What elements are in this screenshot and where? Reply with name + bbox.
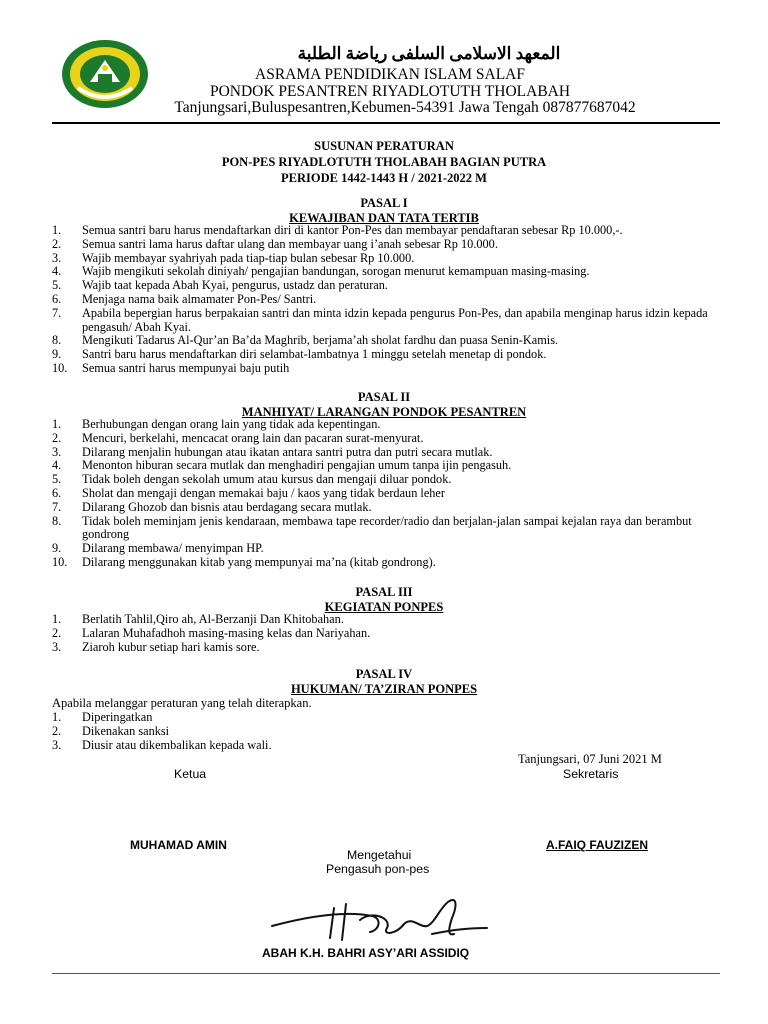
list-number: 3. (52, 639, 62, 654)
pasal-1-item (52, 362, 722, 376)
list-number: 2. (52, 625, 62, 640)
pasal-2-item (52, 432, 722, 446)
list-number: 1. (52, 710, 62, 724)
pasal-2-item (52, 459, 722, 473)
pasal-2-item (52, 473, 722, 487)
list-number: 7. (52, 305, 62, 320)
list-text: Menonton hiburan secara mutlak dan menghadiri pengajian umum tanpa ijin pengasuh. (82, 458, 512, 473)
list-text: Semua santri lama harus daftar ulang dan membayar uang i’anah sebesar Rp 10.000. (82, 236, 498, 251)
pasal-4-item (52, 725, 722, 739)
doc-title-line-3: PERIODE 1442-1443 H / 2021-2022 M (281, 171, 487, 185)
list-number: 6. (52, 291, 62, 306)
list-text: Dilarang membawa/ menyimpan HP. (82, 541, 264, 556)
list-number: 4. (52, 458, 62, 473)
pasal-2-item (52, 501, 722, 515)
list-text: Semua santri baru harus mendaftarkan diri di kantor Pon-Pes dan membayar pendaftaran sebesar Rp 10.000,-. (82, 223, 623, 237)
list-number: 1. (52, 417, 62, 431)
pasal-2-item (52, 542, 722, 556)
pasal-1-item (52, 307, 722, 335)
pasal-2-item (52, 487, 722, 501)
list-text: Wajib mengikuti sekolah diniyah/ pengajian bandungan, sorogan menurut kemampuan masing-masing. (82, 264, 590, 279)
pasal-4-intro: Apabila melanggar peraturan yang telah diterapkan. (52, 696, 312, 710)
list-text: Ziaroh kubur setiap hari kamis sore. (82, 639, 260, 654)
doc-title-line-1: SUSUNAN PERATURAN (314, 139, 454, 153)
list-number: 10. (52, 360, 68, 375)
pasal-3-heading: PASAL III (355, 585, 413, 599)
pasal-2-item (52, 418, 722, 432)
list-number: 10. (52, 554, 68, 569)
pasal-3-subheading: KEGIATAN PONPES (324, 600, 444, 614)
list-number: 3. (52, 444, 62, 459)
list-number: 8. (52, 333, 62, 348)
list-text: Berlatih Tahlil,Qiro ah, Al-Berzanji Dan Khitobahan. (82, 612, 344, 626)
list-number: 8. (52, 513, 62, 528)
pasal-2-item (52, 515, 722, 543)
pasal-1-item (52, 252, 722, 266)
list-text: Tidak boleh meminjam jenis kendaraan, membawa tape recorder/radio dan berjalan-jalan sampai kejalan raya dan berambut gondrong (82, 513, 692, 542)
list-text: Diperingatkan (82, 710, 153, 724)
list-number: 2. (52, 236, 62, 251)
pasal-1-item (52, 238, 722, 252)
list-text: Menjaga nama baik almamater Pon-Pes/ Santri. (82, 291, 317, 306)
list-text: Lalaran Muhafadhoh masing-masing kelas dan Nariyahan. (82, 625, 371, 640)
pasal-4-item (52, 739, 722, 753)
list-number: 3. (52, 737, 62, 752)
list-number: 9. (52, 347, 62, 362)
list-text: Dilarang Ghozob dan bisnis atau berdagang secara mutlak. (82, 499, 372, 514)
list-text: Wajib membayar syahriyah pada tiap-tiap bulan sebesar Rp 10.000. (82, 250, 415, 265)
caretaker-role: Pengasuh pon-pes (326, 862, 430, 876)
list-text: Tidak boleh dengan sekolah umum atau kursus dan mengaji diluar pondok. (82, 472, 452, 487)
pasal-4-subheading-wrap (0, 682, 768, 697)
pasal-4-heading: PASAL IV (355, 667, 413, 681)
pasal-4-list (52, 711, 722, 752)
header-line-2: PONDOK PESANTREN RIYADLOTUTH THOLABAH (209, 83, 571, 100)
pasal-4-item (52, 711, 722, 725)
list-number: 5. (52, 278, 62, 293)
list-text: Semua santri harus mempunyai baju putih (82, 360, 290, 375)
footer-divider (52, 973, 720, 974)
pasal-1-item (52, 279, 722, 293)
pasal-1-heading: PASAL I (360, 196, 408, 210)
secretary-name: A.FAIQ FAUZIZEN (546, 838, 648, 852)
list-number: 3. (52, 250, 62, 265)
chairman-name: MUHAMAD AMIN (130, 838, 227, 852)
list-text: Mencuri, berkelahi, mencacat orang lain dan pacaran surat-menyurat. (82, 430, 424, 445)
pasal-1-list (52, 224, 722, 376)
pasal-2-list (52, 418, 722, 570)
pasal-1-item (52, 224, 722, 238)
list-number: 2. (52, 723, 62, 738)
list-text: Berhubungan dengan orang lain yang tidak ada kepentingan. (82, 417, 381, 431)
pasal-2-item (52, 556, 722, 570)
list-text: Dilarang menjalin hubungan atau ikatan antara santri putra dan putri secara mutlak. (82, 444, 493, 459)
pasal-1-item (52, 265, 722, 279)
pasal-2-item (52, 446, 722, 460)
list-number: 1. (52, 223, 62, 237)
chairman-role: Ketua (174, 767, 207, 781)
list-text: Dikenakan sanksi (82, 723, 170, 738)
list-number: 4. (52, 264, 62, 279)
pasal-4-subheading: HUKUMAN/ TA’ZIRAN PONPES (290, 682, 478, 696)
pasal-1-item (52, 293, 722, 307)
list-text: Sholat dan mengaji dengan memakai baju / kaos yang tidak berdaun leher (82, 485, 445, 500)
arabic-institution-name: المعهد الاسلامى السلفى رياضة الطلبة (297, 44, 561, 63)
pasal-2-heading: PASAL II (357, 390, 411, 404)
pasal-3-item (52, 613, 722, 627)
pasal-1-subheading: KEWAJIBAN DAN TATA TERTIB (289, 211, 479, 225)
pasal-3-item (52, 641, 722, 655)
place-date: Tanjungsari, 07 Juni 2021 M (518, 752, 662, 766)
doc-title-line-2: PON-PES RIYADLOTUTH THOLABAH BAGIAN PUTRA (221, 155, 547, 169)
handwritten-signature (262, 888, 502, 948)
pasal-3-item (52, 627, 722, 641)
list-text: Dilarang menggunakan kitab yang mempunyai ma’na (kitab gondrong). (82, 554, 436, 569)
secretary-role: Sekretaris (563, 767, 619, 781)
list-number: 6. (52, 485, 62, 500)
list-number: 1. (52, 612, 62, 626)
header-divider (52, 122, 720, 124)
pasal-2-subheading: MANHIYAT/ LARANGAN PONDOK PESANTREN (241, 405, 527, 419)
list-number: 5. (52, 472, 62, 487)
header-address: Tanjungsari,Buluspesantren,Kebumen-54391 Jawa Tengah 087877687042 (174, 99, 636, 116)
list-text: Apabila bepergian harus berpakaian santri dan minta idzin kepada pengurus Pon-Pes, dan apabila menginap harus idzin kepada pengasuh/ Abah Kyai. (82, 305, 708, 334)
header-line-1: ASRAMA PENDIDIKAN ISLAM SALAF (255, 66, 525, 83)
list-text: Mengikuti Tadarus Al-Qur’an Ba’da Maghrib, berjama’ah sholat fardhu dan puasa Senin-Kamis. (82, 333, 559, 348)
list-text: Santri baru harus mendaftarkan diri selambat-lambatnya 1 minggu setelah menetap di pondok. (82, 347, 547, 362)
acknowledge-label: Mengetahui (347, 848, 412, 862)
list-text: Wajib taat kepada Abah Kyai, pengurus, ustadz dan peraturan. (82, 278, 388, 293)
pasal-1-item (52, 348, 722, 362)
pasal-3-list (52, 613, 722, 654)
pasal-1-item (52, 334, 722, 348)
list-number: 2. (52, 430, 62, 445)
caretaker-name: ABAH K.H. BAHRI ASY’ARI ASSIDIQ (262, 946, 470, 960)
list-text: Diusir atau dikembalikan kepada wali. (82, 737, 272, 752)
list-number: 9. (52, 541, 62, 556)
list-number: 7. (52, 499, 62, 514)
